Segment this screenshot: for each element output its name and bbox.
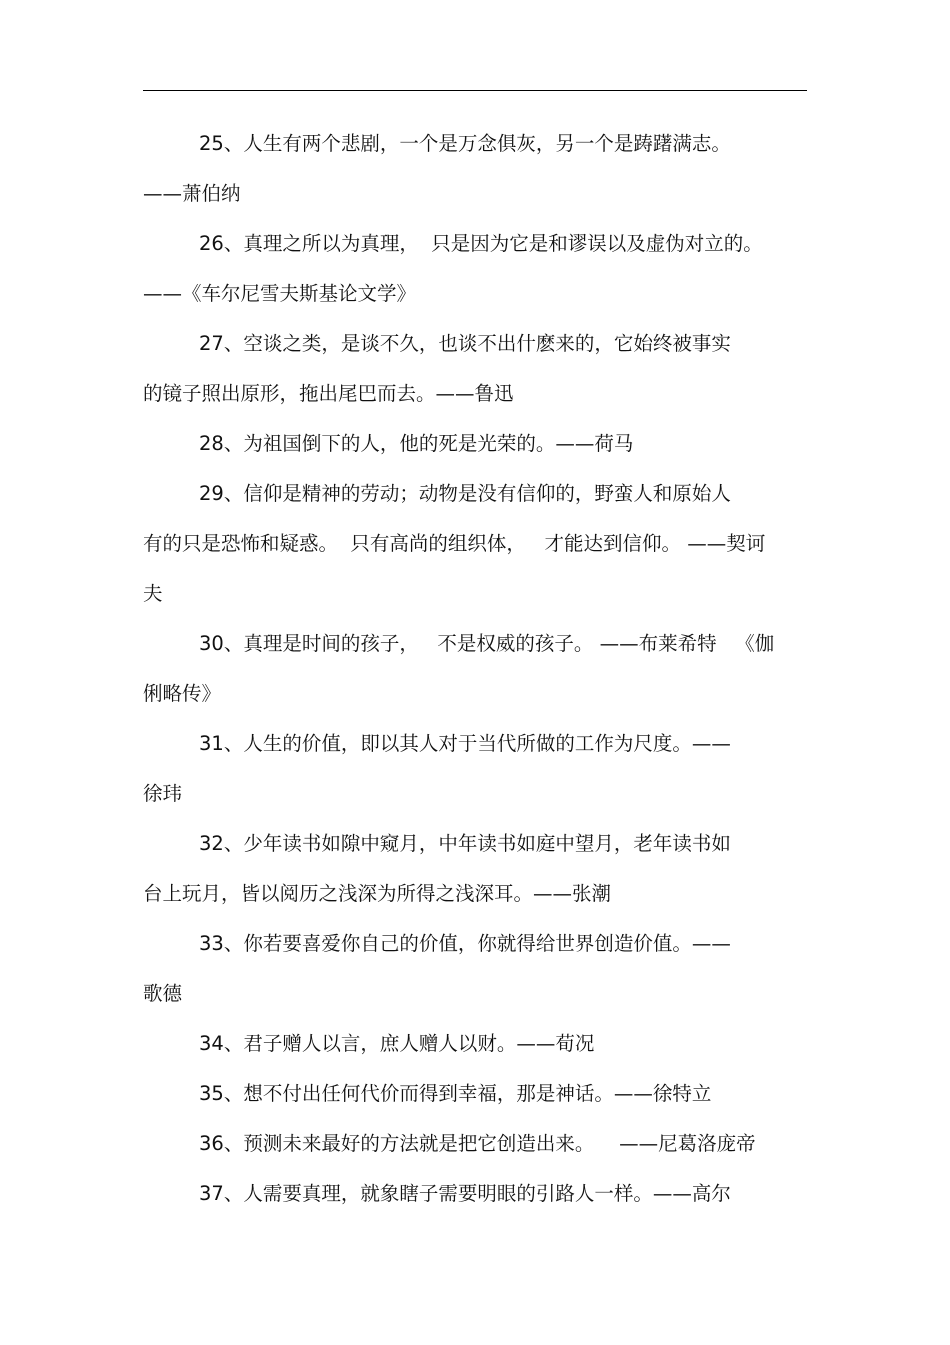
paragraph-line: 37、人需要真理，就象瞎子需要明眼的引路人一样。——高尔 <box>199 1182 731 1205</box>
paragraph-line: 28、为祖国倒下的人，他的死是光荣的。——荷马 <box>199 432 634 455</box>
paragraph-line: ——《车尔尼雪夫斯基论文学》 <box>143 282 417 305</box>
paragraph-line: 34、君子赠人以言，庶人赠人以财。——荀况 <box>199 1032 595 1055</box>
paragraph-line: 台上玩月，皆以阅历之浅深为所得之浅深耳。——张潮 <box>143 882 612 905</box>
paragraph-line: 俐略传》 <box>143 682 222 705</box>
paragraph-line: 夫 <box>143 582 163 605</box>
paragraph-line: 的镜子照出原形，拖出尾巴而去。——鲁迅 <box>143 382 514 405</box>
paragraph-line: 36、预测未来最好的方法就是把它创造出来。 ——尼葛洛庞帝 <box>199 1132 756 1155</box>
paragraph-line: 27、空谈之类，是谈不久，也谈不出什麽来的，它始终被事实 <box>199 332 731 355</box>
paragraph-line: 26、真理之所以为真理， 只是因为它是和谬误以及虚伪对立的。 <box>199 232 763 255</box>
paragraph-line: 歌德 <box>143 982 183 1005</box>
paragraph-line: 有的只是恐怖和疑惑。 只有高尚的组织体， 才能达到信仰。 ——契诃 <box>143 532 766 555</box>
paragraph-line: 32、少年读书如隙中窥月，中年读书如庭中望月，老年读书如 <box>199 832 731 855</box>
header-rule <box>143 90 807 91</box>
paragraph-line: 31、人生的价值，即以其人对于当代所做的工作为尺度。—— <box>199 732 731 755</box>
paragraph-line: ——萧伯纳 <box>143 182 241 205</box>
paragraph-line: 29、信仰是精神的劳动；动物是没有信仰的，野蛮人和原始人 <box>199 482 731 505</box>
paragraph-line: 25、人生有两个悲剧，一个是万念俱灰，另一个是踌躇满志。 <box>199 132 731 155</box>
paragraph-line: 33、你若要喜爱你自己的价值，你就得给世界创造价值。—— <box>199 932 731 955</box>
paragraph-line: 30、真理是时间的孩子， 不是权威的孩子。 ——布莱希特 《伽 <box>199 632 775 655</box>
paragraph-line: 徐玮 <box>143 782 183 805</box>
paragraph-line: 35、想不付出任何代价而得到幸福，那是神话。——徐特立 <box>199 1082 712 1105</box>
